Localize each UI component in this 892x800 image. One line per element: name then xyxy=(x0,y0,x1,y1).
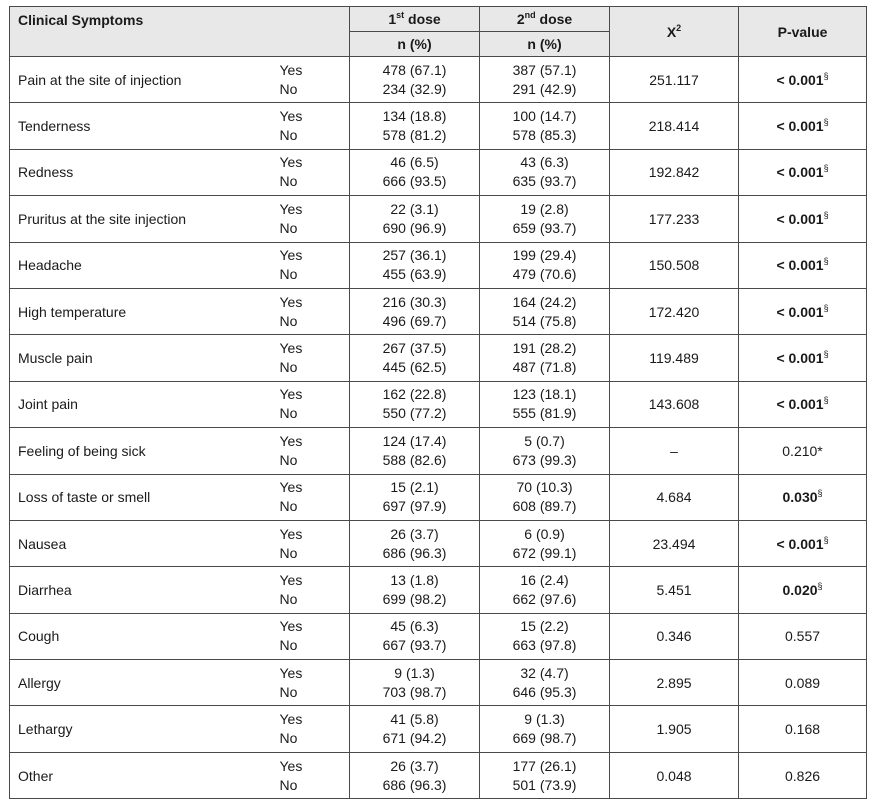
symptom-name: Pain at the site of injection xyxy=(10,57,274,103)
no-label: No xyxy=(279,173,298,190)
symptom-name: Loss of taste or smell xyxy=(10,474,274,520)
second-dose-values xyxy=(480,520,610,566)
second-dose-no: 669 (98.7) xyxy=(512,730,577,747)
yes-label: Yes xyxy=(279,247,303,264)
yes-label: Yes xyxy=(279,340,303,357)
second-dose-values xyxy=(480,288,610,334)
chi-square-value: 4.684 xyxy=(610,474,739,520)
yes-label: Yes xyxy=(279,61,303,78)
second-dose-values xyxy=(480,567,610,613)
p-value-mark: § xyxy=(823,256,829,267)
p-value: < 0.001 xyxy=(776,303,824,320)
header-clinical-symptoms: Clinical Symptoms xyxy=(10,7,350,57)
second-dose-yes: 191 (28.2) xyxy=(512,340,577,357)
response-labels xyxy=(274,242,350,288)
second-dose-yes: 9 (1.3) xyxy=(524,711,565,728)
first-dose-no: 690 (96.9) xyxy=(382,219,447,236)
p-value: < 0.001 xyxy=(776,118,824,135)
table-row xyxy=(10,613,867,659)
p-value: 0.030 xyxy=(782,489,818,506)
first-dose-values xyxy=(350,149,480,195)
symptom-name: Pruritus at the site injection xyxy=(10,196,274,242)
no-label: No xyxy=(279,776,298,793)
second-dose-values xyxy=(480,613,610,659)
chi-square-value: 5.451 xyxy=(610,567,739,613)
second-dose-yes: 387 (57.1) xyxy=(512,61,577,78)
second-dose-yes: 177 (26.1) xyxy=(512,757,577,774)
table-row xyxy=(10,288,867,334)
second-dose-no: 646 (95.3) xyxy=(512,683,577,700)
response-labels xyxy=(274,474,350,520)
table-row xyxy=(10,149,867,195)
second-dose-no: 672 (99.1) xyxy=(512,544,577,561)
chi-square-value: 143.608 xyxy=(610,381,739,427)
symptom-name: Nausea xyxy=(10,520,274,566)
first-dose-values xyxy=(350,660,480,706)
symptom-name: Headache xyxy=(10,242,274,288)
first-dose-yes: 13 (1.8) xyxy=(390,571,439,588)
second-dose-values xyxy=(480,335,610,381)
first-dose-no: 697 (97.9) xyxy=(382,498,447,515)
response-labels xyxy=(274,196,350,242)
symptom-name: Diarrhea xyxy=(10,567,274,613)
response-labels xyxy=(274,57,350,103)
symptom-name: Feeling of being sick xyxy=(10,428,274,474)
no-label: No xyxy=(279,590,298,607)
table-row xyxy=(10,335,867,381)
p-value-cell xyxy=(739,381,867,427)
chi-square-value: 0.048 xyxy=(610,752,739,798)
p-value-cell xyxy=(739,242,867,288)
first-dose-yes: 124 (17.4) xyxy=(382,432,447,449)
first-dose-values xyxy=(350,613,480,659)
first-dose-yes: 41 (5.8) xyxy=(390,711,439,728)
p-value: 0.168 xyxy=(784,721,821,738)
p-value-mark: § xyxy=(823,395,829,406)
symptom-name: Tenderness xyxy=(10,103,274,149)
header-first-dose: 1st dose xyxy=(350,7,480,32)
response-labels xyxy=(274,428,350,474)
response-labels xyxy=(274,149,350,195)
first-dose-no: 703 (98.7) xyxy=(382,683,447,700)
yes-label: Yes xyxy=(279,479,303,496)
symptom-name: Lethargy xyxy=(10,706,274,752)
table-row xyxy=(10,706,867,752)
symptom-name: High temperature xyxy=(10,288,274,334)
first-dose-no: 686 (96.3) xyxy=(382,776,447,793)
chi-square-value: 2.895 xyxy=(610,660,739,706)
no-label: No xyxy=(279,359,298,376)
p-value: 0.826 xyxy=(784,767,821,784)
first-dose-yes: 15 (2.1) xyxy=(390,479,439,496)
symptom-name: Allergy xyxy=(10,660,274,706)
chi-square-value: 218.414 xyxy=(610,103,739,149)
p-value: 0.089 xyxy=(784,674,821,691)
yes-label: Yes xyxy=(279,293,303,310)
symptom-name: Other xyxy=(10,752,274,798)
first-dose-values xyxy=(350,288,480,334)
p-value-mark: § xyxy=(823,302,829,313)
table-row xyxy=(10,196,867,242)
chi-square-value: 0.346 xyxy=(610,613,739,659)
chi-square-value: 150.508 xyxy=(610,242,739,288)
second-dose-values xyxy=(480,57,610,103)
second-dose-yes: 16 (2.4) xyxy=(520,571,569,588)
second-dose-yes: 100 (14.7) xyxy=(512,108,577,125)
table-row xyxy=(10,242,867,288)
first-dose-no: 667 (93.7) xyxy=(382,637,447,654)
first-dose-no: 455 (63.9) xyxy=(382,266,447,283)
second-dose-yes: 199 (29.4) xyxy=(512,247,577,264)
response-labels xyxy=(274,103,350,149)
no-label: No xyxy=(279,498,298,515)
second-dose-no: 555 (81.9) xyxy=(512,405,577,422)
yes-label: Yes xyxy=(279,432,303,449)
table-row xyxy=(10,752,867,798)
p-value-cell xyxy=(739,288,867,334)
table-row xyxy=(10,660,867,706)
first-dose-no: 445 (62.5) xyxy=(382,359,447,376)
p-value-mark: § xyxy=(823,70,829,81)
p-value: < 0.001 xyxy=(776,71,824,88)
first-dose-yes: 45 (6.3) xyxy=(390,618,439,635)
first-dose-yes: 22 (3.1) xyxy=(390,200,439,217)
chi-square-value: 172.420 xyxy=(610,288,739,334)
yes-label: Yes xyxy=(279,200,303,217)
response-labels xyxy=(274,520,350,566)
second-dose-no: 673 (99.3) xyxy=(512,451,577,468)
no-label: No xyxy=(279,683,298,700)
clinical-symptoms-table xyxy=(9,6,867,799)
table-row xyxy=(10,381,867,427)
yes-label: Yes xyxy=(279,525,303,542)
first-dose-values xyxy=(350,428,480,474)
second-dose-values xyxy=(480,381,610,427)
first-dose-yes: 216 (30.3) xyxy=(382,293,447,310)
first-dose-no: 234 (32.9) xyxy=(382,80,447,97)
p-value: < 0.001 xyxy=(776,164,824,181)
chi-square-value: – xyxy=(610,428,739,474)
first-dose-no: 686 (96.3) xyxy=(382,544,447,561)
second-dose-yes: 19 (2.8) xyxy=(520,200,569,217)
second-dose-yes: 6 (0.9) xyxy=(524,525,565,542)
second-dose-yes: 15 (2.2) xyxy=(520,618,569,635)
table-row xyxy=(10,428,867,474)
first-dose-yes: 9 (1.3) xyxy=(394,664,435,681)
second-dose-values xyxy=(480,474,610,520)
second-dose-values xyxy=(480,196,610,242)
yes-label: Yes xyxy=(279,108,303,125)
p-value-mark: § xyxy=(823,534,829,545)
p-value: < 0.001 xyxy=(776,210,824,227)
second-dose-values xyxy=(480,149,610,195)
second-dose-values xyxy=(480,428,610,474)
response-labels xyxy=(274,381,350,427)
p-value: 0.210* xyxy=(782,442,823,459)
header-p-value: P-value xyxy=(739,7,867,57)
yes-label: Yes xyxy=(279,618,303,635)
yes-label: Yes xyxy=(279,664,303,681)
first-dose-yes: 46 (6.5) xyxy=(390,154,439,171)
p-value-cell xyxy=(739,57,867,103)
header-second-dose: 2nd dose xyxy=(480,7,610,32)
no-label: No xyxy=(279,405,298,422)
response-labels xyxy=(274,567,350,613)
second-dose-yes: 164 (24.2) xyxy=(512,293,577,310)
second-dose-no: 578 (85.3) xyxy=(512,127,577,144)
p-value-cell xyxy=(739,428,867,474)
first-dose-no: 699 (98.2) xyxy=(382,590,447,607)
yes-label: Yes xyxy=(279,386,303,403)
p-value-cell xyxy=(739,149,867,195)
first-dose-yes: 134 (18.8) xyxy=(382,108,447,125)
p-value-cell xyxy=(739,613,867,659)
yes-label: Yes xyxy=(279,757,303,774)
second-dose-no: 479 (70.6) xyxy=(512,266,577,283)
first-dose-yes: 26 (3.7) xyxy=(390,525,439,542)
p-value-mark: § xyxy=(823,349,829,360)
p-value-mark: § xyxy=(823,209,829,220)
header-first-dose-n-pct: n (%) xyxy=(350,32,480,57)
symptom-name: Cough xyxy=(10,613,274,659)
first-dose-values xyxy=(350,474,480,520)
first-dose-no: 671 (94.2) xyxy=(382,730,447,747)
p-value: < 0.001 xyxy=(776,257,824,274)
second-dose-values xyxy=(480,242,610,288)
second-dose-no: 514 (75.8) xyxy=(512,312,577,329)
chi-square-value: 23.494 xyxy=(610,520,739,566)
yes-label: Yes xyxy=(279,571,303,588)
no-label: No xyxy=(279,312,298,329)
chi-square-value: 192.842 xyxy=(610,149,739,195)
second-dose-yes: 43 (6.3) xyxy=(520,154,569,171)
no-label: No xyxy=(279,637,298,654)
second-dose-values xyxy=(480,103,610,149)
p-value-cell xyxy=(739,660,867,706)
second-dose-yes: 123 (18.1) xyxy=(512,386,577,403)
second-dose-yes: 32 (4.7) xyxy=(520,664,569,681)
p-value: 0.557 xyxy=(784,628,821,645)
no-label: No xyxy=(279,127,298,144)
chi-square-value: 177.233 xyxy=(610,196,739,242)
second-dose-no: 608 (89.7) xyxy=(512,498,577,515)
second-dose-no: 487 (71.8) xyxy=(512,359,577,376)
chi-square-value: 119.489 xyxy=(610,335,739,381)
first-dose-values xyxy=(350,520,480,566)
second-dose-values xyxy=(480,660,610,706)
p-value-cell xyxy=(739,196,867,242)
first-dose-values xyxy=(350,335,480,381)
table-row xyxy=(10,103,867,149)
response-labels xyxy=(274,288,350,334)
response-labels xyxy=(274,660,350,706)
no-label: No xyxy=(279,219,298,236)
chi-square-value: 251.117 xyxy=(610,57,739,103)
no-label: No xyxy=(279,266,298,283)
first-dose-no: 666 (93.5) xyxy=(382,173,447,190)
p-value-cell xyxy=(739,335,867,381)
p-value-mark: § xyxy=(823,163,829,174)
second-dose-no: 659 (93.7) xyxy=(512,219,577,236)
second-dose-yes: 70 (10.3) xyxy=(516,479,573,496)
p-value-cell xyxy=(739,103,867,149)
no-label: No xyxy=(279,80,298,97)
first-dose-yes: 267 (37.5) xyxy=(382,340,447,357)
first-dose-yes: 478 (67.1) xyxy=(382,61,447,78)
table-row xyxy=(10,520,867,566)
p-value-mark: § xyxy=(817,580,823,591)
first-dose-values xyxy=(350,57,480,103)
first-dose-no: 496 (69.7) xyxy=(382,312,447,329)
p-value: < 0.001 xyxy=(776,396,824,413)
second-dose-no: 662 (97.6) xyxy=(512,590,577,607)
no-label: No xyxy=(279,451,298,468)
p-value: < 0.001 xyxy=(776,535,824,552)
p-value-cell xyxy=(739,474,867,520)
no-label: No xyxy=(279,544,298,561)
second-dose-yes: 5 (0.7) xyxy=(524,432,565,449)
second-dose-values xyxy=(480,706,610,752)
second-dose-no: 501 (73.9) xyxy=(512,776,577,793)
yes-label: Yes xyxy=(279,154,303,171)
second-dose-no: 291 (42.9) xyxy=(512,80,577,97)
symptom-name: Joint pain xyxy=(10,381,274,427)
yes-label: Yes xyxy=(279,711,303,728)
response-labels xyxy=(274,706,350,752)
header-second-dose-n-pct: n (%) xyxy=(480,32,610,57)
table-row xyxy=(10,567,867,613)
first-dose-values xyxy=(350,196,480,242)
table-row xyxy=(10,57,867,103)
first-dose-yes: 26 (3.7) xyxy=(390,757,439,774)
p-value-mark: § xyxy=(823,117,829,128)
second-dose-values xyxy=(480,752,610,798)
no-label: No xyxy=(279,730,298,747)
first-dose-values xyxy=(350,381,480,427)
chi-square-value: 1.905 xyxy=(610,706,739,752)
response-labels xyxy=(274,613,350,659)
first-dose-no: 578 (81.2) xyxy=(382,127,447,144)
table-row xyxy=(10,474,867,520)
first-dose-values xyxy=(350,103,480,149)
first-dose-yes: 257 (36.1) xyxy=(382,247,447,264)
p-value: < 0.001 xyxy=(776,350,824,367)
first-dose-no: 550 (77.2) xyxy=(382,405,447,422)
first-dose-values xyxy=(350,752,480,798)
p-value-mark: § xyxy=(817,488,823,499)
second-dose-no: 663 (97.8) xyxy=(512,637,577,654)
header-chi-square: $X^2$ xyxy=(610,7,739,57)
p-value: 0.020 xyxy=(782,581,818,598)
response-labels xyxy=(274,752,350,798)
first-dose-values xyxy=(350,706,480,752)
first-dose-values xyxy=(350,242,480,288)
first-dose-no: 588 (82.6) xyxy=(382,451,447,468)
response-labels xyxy=(274,335,350,381)
p-value-cell xyxy=(739,520,867,566)
symptom-name: Redness xyxy=(10,149,274,195)
p-value-cell xyxy=(739,752,867,798)
first-dose-yes: 162 (22.8) xyxy=(382,386,447,403)
p-value-cell xyxy=(739,567,867,613)
first-dose-values xyxy=(350,567,480,613)
second-dose-no: 635 (93.7) xyxy=(512,173,577,190)
symptom-name: Muscle pain xyxy=(10,335,274,381)
p-value-cell xyxy=(739,706,867,752)
